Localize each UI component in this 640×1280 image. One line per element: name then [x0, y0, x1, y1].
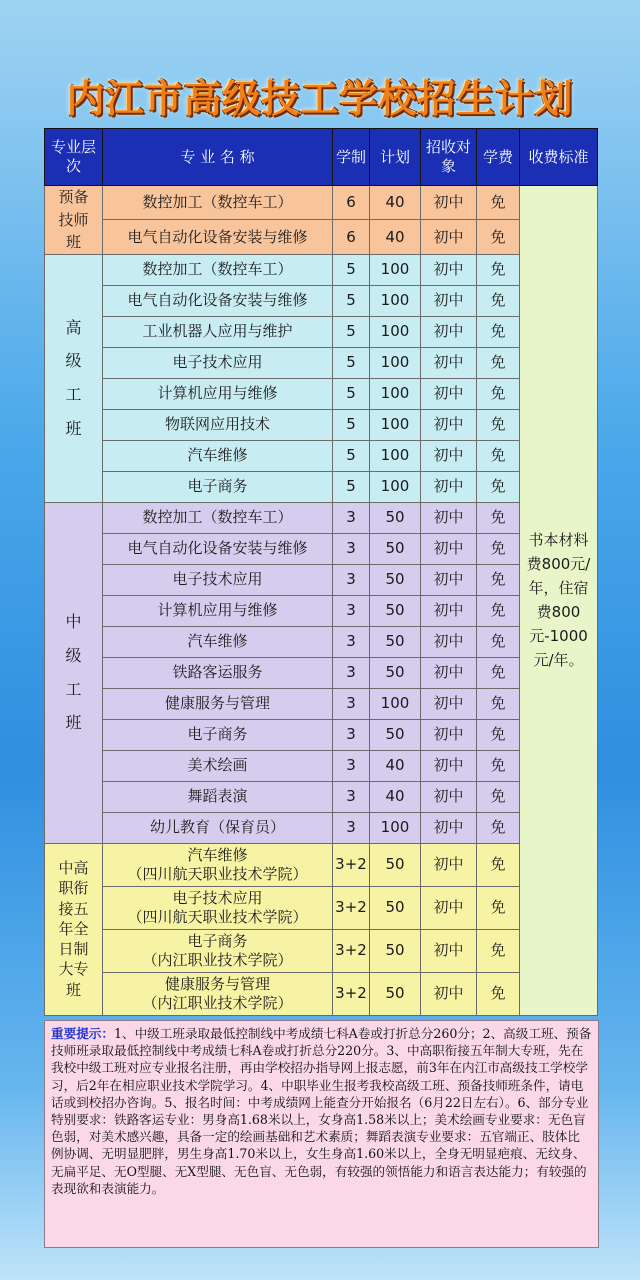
table-row [45, 843, 598, 886]
target-cell: 初中 [421, 347, 477, 378]
tuition-cell: 免 [477, 378, 520, 409]
years-cell: 3 [333, 595, 370, 626]
tuition-cell: 免 [477, 812, 520, 843]
major-name: 舞蹈表演 [187, 787, 248, 806]
years-cell: 5 [333, 316, 370, 347]
major-name-cell [103, 781, 333, 812]
plan-cell: 100 [370, 688, 421, 719]
plan-cell: 40 [370, 220, 421, 254]
plan-cell: 100 [370, 409, 421, 440]
target-cell: 初中 [421, 471, 477, 502]
header-fee-standard: 收费标准 [520, 129, 598, 186]
major-name-cell [103, 502, 333, 533]
enrollment-plan-table [44, 128, 598, 1016]
tuition-cell: 免 [477, 285, 520, 316]
table-header-row [45, 129, 598, 186]
table-row [45, 316, 598, 347]
major-name: 汽车维修 [187, 446, 248, 465]
enrollment-table-container [44, 128, 597, 1020]
years-cell: 5 [333, 347, 370, 378]
major-name: 电子技术应用 [172, 353, 263, 372]
tuition-cell: 免 [477, 972, 520, 1015]
target-cell: 初中 [421, 220, 477, 254]
plan-cell: 100 [370, 347, 421, 378]
table-row [45, 750, 598, 781]
major-name: 电子技术应用 [172, 888, 263, 907]
major-name: 电气自动化设备安装与维修 [127, 539, 308, 558]
table-row [45, 781, 598, 812]
target-cell: 初中 [421, 564, 477, 595]
major-name-cell [103, 378, 333, 409]
tuition-cell: 免 [477, 843, 520, 886]
partner-college: （内江职业技术学院） [142, 993, 293, 1012]
major-name-cell [103, 220, 333, 254]
years-cell: 3 [333, 781, 370, 812]
target-cell: 初中 [421, 886, 477, 929]
target-cell: 初中 [421, 316, 477, 347]
major-name-cell [103, 186, 333, 220]
level-cell: 中高职衔接五年全日制大专班 [45, 843, 103, 1015]
table-row [45, 688, 598, 719]
partner-college: （四川航天职业技术学院） [127, 864, 308, 883]
tuition-cell: 免 [477, 595, 520, 626]
years-cell: 5 [333, 409, 370, 440]
years-cell: 3+2 [333, 843, 370, 886]
table-row [45, 564, 598, 595]
tuition-cell: 免 [477, 409, 520, 440]
target-cell: 初中 [421, 929, 477, 972]
target-cell: 初中 [421, 440, 477, 471]
tuition-cell: 免 [477, 886, 520, 929]
tuition-cell: 免 [477, 688, 520, 719]
table-row [45, 929, 598, 972]
plan-cell: 50 [370, 929, 421, 972]
plan-cell: 100 [370, 812, 421, 843]
major-name: 电子商务 [187, 725, 248, 744]
years-cell: 5 [333, 440, 370, 471]
major-name-cell [103, 347, 333, 378]
target-cell: 初中 [421, 719, 477, 750]
years-cell: 3+2 [333, 972, 370, 1015]
target-cell: 初中 [421, 186, 477, 220]
major-name: 计算机应用与维修 [157, 384, 278, 403]
tuition-cell: 免 [477, 626, 520, 657]
years-cell: 3 [333, 502, 370, 533]
years-cell: 5 [333, 378, 370, 409]
years-cell: 5 [333, 471, 370, 502]
plan-cell: 50 [370, 657, 421, 688]
tuition-cell: 免 [477, 750, 520, 781]
major-name-cell [103, 972, 333, 1015]
level-cell: 中级工班 [45, 502, 103, 843]
major-name-cell [103, 812, 333, 843]
major-name-cell [103, 254, 333, 285]
tuition-cell: 免 [477, 781, 520, 812]
table-row [45, 220, 598, 254]
major-name: 健康服务与管理 [164, 974, 270, 993]
target-cell: 初中 [421, 626, 477, 657]
table-row [45, 347, 598, 378]
table-row [45, 595, 598, 626]
table-row [45, 719, 598, 750]
header-years: 学制 [333, 129, 370, 186]
plan-cell: 100 [370, 254, 421, 285]
major-name: 物联网应用技术 [164, 415, 270, 434]
major-name-cell [103, 843, 333, 886]
major-name: 数控加工（数控车工） [142, 260, 293, 279]
target-cell: 初中 [421, 595, 477, 626]
major-name: 汽车维修 [187, 632, 248, 651]
level-cell: 高级工班 [45, 254, 103, 502]
tuition-cell: 免 [477, 440, 520, 471]
tuition-cell: 免 [477, 657, 520, 688]
target-cell: 初中 [421, 533, 477, 564]
major-name: 健康服务与管理 [164, 694, 270, 713]
years-cell: 3 [333, 657, 370, 688]
header-target: 招收对象 [421, 129, 477, 186]
header-tuition: 学费 [477, 129, 520, 186]
notes-text: 1、中级工班录取最低控制线中考成绩七科A卷或打折总分260分；2、高级工班、预备技师班录取最低控制线中考成绩七科A卷或打折总分220分。3、中高职衔接五年制大专班，先在我校中级工班对应专业报名注册，再由学校招办指导网上报志愿，前3年在内江市高级技工学校学习，后2年在相应职业技术学院学习。4、中职毕业生报考我校高级工班、预备技师班条件，请电话或到校招办咨询。5、报名时间：中考成绩网上能查分开始报名（6月22日左右）。6、部分专业特别要求：铁路客运专业：男身高1.68米以上，女身高1.58米以上；美术绘画专业要求：无色盲色弱，对美术感兴趣，具备一定的绘画基础和艺术素质；舞蹈表演专业要求：五官端正、肢体比例协调、无明显肥胖，男生身高1.70米以上，女生身高1.60米以上，全身无明显疤痕、无纹身、无扁平足、无O型腿、无X型腿、无色盲、无色弱，有较强的领悟能力和语言表达能力；有较强的表现欲和表演能力。 [51, 1026, 592, 1196]
target-cell: 初中 [421, 502, 477, 533]
years-cell: 3 [333, 564, 370, 595]
target-cell: 初中 [421, 285, 477, 316]
years-cell: 3 [333, 750, 370, 781]
tuition-cell: 免 [477, 220, 520, 254]
major-name-cell [103, 657, 333, 688]
header-level: 专业层次 [45, 129, 103, 186]
years-cell: 3 [333, 533, 370, 564]
target-cell: 初中 [421, 378, 477, 409]
years-cell: 3 [333, 719, 370, 750]
years-cell: 5 [333, 254, 370, 285]
major-name-cell [103, 886, 333, 929]
table-row [45, 409, 598, 440]
major-name-cell [103, 440, 333, 471]
major-name: 电子技术应用 [172, 570, 263, 589]
tuition-cell: 免 [477, 502, 520, 533]
table-body [45, 186, 598, 1016]
page-title: 内江市高级技工学校招生计划 [66, 77, 574, 121]
major-name: 美术绘画 [187, 756, 248, 775]
table-row [45, 533, 598, 564]
target-cell: 初中 [421, 254, 477, 285]
table-row [45, 657, 598, 688]
plan-cell: 50 [370, 626, 421, 657]
major-name: 幼儿教育（保育员） [149, 818, 285, 837]
years-cell: 6 [333, 220, 370, 254]
tuition-cell: 免 [477, 347, 520, 378]
major-name-cell [103, 626, 333, 657]
target-cell: 初中 [421, 812, 477, 843]
years-cell: 3+2 [333, 886, 370, 929]
tuition-cell: 免 [477, 929, 520, 972]
major-name: 铁路客运服务 [172, 663, 263, 682]
major-name: 电气自动化设备安装与维修 [127, 291, 308, 310]
tuition-cell: 免 [477, 533, 520, 564]
plan-cell: 50 [370, 843, 421, 886]
years-cell: 3 [333, 812, 370, 843]
table-row [45, 626, 598, 657]
target-cell: 初中 [421, 781, 477, 812]
table-row [45, 502, 598, 533]
header-plan: 计划 [370, 129, 421, 186]
tuition-cell: 免 [477, 254, 520, 285]
target-cell: 初中 [421, 657, 477, 688]
major-name-cell [103, 409, 333, 440]
table-row [45, 972, 598, 1015]
table-row [45, 886, 598, 929]
major-name: 数控加工（数控车工） [142, 508, 293, 527]
tuition-cell: 免 [477, 564, 520, 595]
plan-cell: 40 [370, 781, 421, 812]
tuition-cell: 免 [477, 316, 520, 347]
important-notes [44, 1020, 599, 1248]
plan-cell: 50 [370, 972, 421, 1015]
table-row [45, 471, 598, 502]
major-name: 电气自动化设备安装与维修 [127, 227, 308, 246]
years-cell: 3 [333, 626, 370, 657]
plan-cell: 50 [370, 564, 421, 595]
major-name-cell [103, 929, 333, 972]
major-name: 电子商务 [187, 477, 248, 496]
tuition-cell: 免 [477, 471, 520, 502]
table-row [45, 378, 598, 409]
years-cell: 3+2 [333, 929, 370, 972]
major-name: 电子商务 [187, 931, 248, 950]
years-cell: 3 [333, 688, 370, 719]
plan-cell: 100 [370, 378, 421, 409]
target-cell: 初中 [421, 409, 477, 440]
level-cell: 预备技师班 [45, 186, 103, 255]
major-name: 工业机器人应用与维护 [142, 322, 293, 341]
plan-cell: 50 [370, 502, 421, 533]
tuition-cell: 免 [477, 719, 520, 750]
years-cell: 6 [333, 186, 370, 220]
plan-cell: 50 [370, 595, 421, 626]
major-name-cell [103, 688, 333, 719]
major-name-cell [103, 595, 333, 626]
major-name-cell [103, 750, 333, 781]
major-name-cell [103, 285, 333, 316]
plan-cell: 100 [370, 440, 421, 471]
target-cell: 初中 [421, 750, 477, 781]
plan-cell: 100 [370, 285, 421, 316]
table-row [45, 254, 598, 285]
plan-cell: 50 [370, 719, 421, 750]
plan-cell: 50 [370, 886, 421, 929]
major-name-cell [103, 471, 333, 502]
plan-cell: 50 [370, 533, 421, 564]
tuition-cell: 免 [477, 186, 520, 220]
major-name: 汽车维修 [187, 845, 248, 864]
fee-standard-cell: 书本材料费800元/年，住宿费800元-1000元/年。 [520, 186, 598, 1016]
plan-cell: 40 [370, 750, 421, 781]
major-name-cell [103, 533, 333, 564]
target-cell: 初中 [421, 688, 477, 719]
partner-college: （内江职业技术学院） [142, 950, 293, 969]
notes-label: 重要提示： [51, 1026, 114, 1041]
target-cell: 初中 [421, 843, 477, 886]
table-row [45, 186, 598, 220]
table-row [45, 812, 598, 843]
table-row [45, 440, 598, 471]
years-cell: 5 [333, 285, 370, 316]
plan-cell: 40 [370, 186, 421, 220]
plan-cell: 100 [370, 471, 421, 502]
major-name-cell [103, 316, 333, 347]
partner-college: （四川航天职业技术学院） [127, 907, 308, 926]
header-name: 专 业 名 称 [103, 129, 333, 186]
plan-cell: 100 [370, 316, 421, 347]
major-name-cell [103, 719, 333, 750]
target-cell: 初中 [421, 972, 477, 1015]
major-name-cell [103, 564, 333, 595]
table-row [45, 285, 598, 316]
major-name: 数控加工（数控车工） [142, 193, 293, 212]
major-name: 计算机应用与维修 [157, 601, 278, 620]
